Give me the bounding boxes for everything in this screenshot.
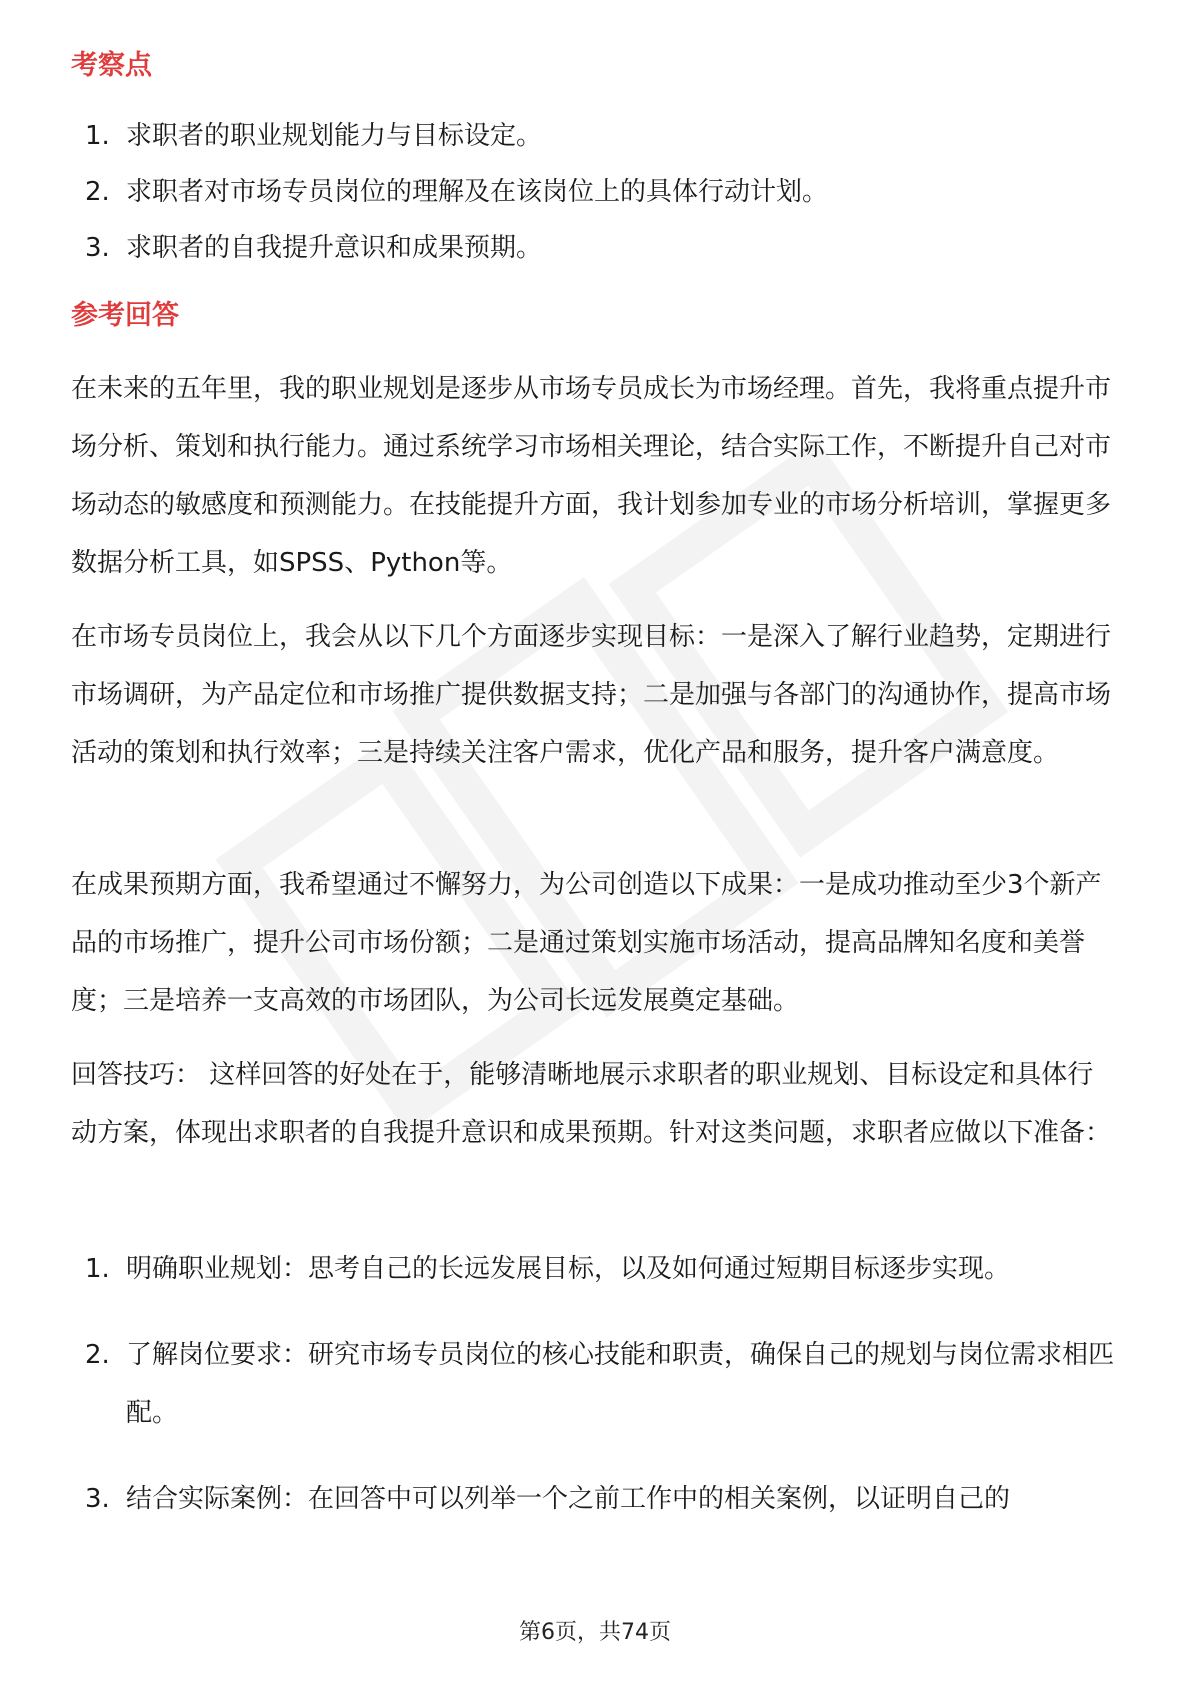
page-number: 第6页，共74页 bbox=[519, 1620, 671, 1645]
list-item bbox=[71, 164, 1131, 220]
list-item bbox=[71, 108, 1131, 164]
list-item bbox=[71, 1326, 1126, 1442]
list-number: 3. bbox=[85, 1484, 110, 1514]
list-text: 了解岗位要求：研究市场专员岗位的核心技能和职责，确保自己的规划与岗位需求相匹配。 bbox=[126, 1340, 1115, 1428]
list-text: 求职者的自我提升意识和成果预期。 bbox=[126, 233, 543, 263]
list-text: 求职者对市场专员岗位的理解及在该岗位上的具体行动计划。 bbox=[126, 177, 829, 207]
section-title-points: 考察点 bbox=[71, 50, 152, 81]
answer-paragraph-1: 在未来的五年里，我的职业规划是逐步从市场专员成长为市场经理。首先，我将重点提升市场分析、策划和执行能力。通过系统学习市场相关理论，结合实际工作，不断提升自己对市场动态的敏感度和预测能力。在技能提升方面，我计划参加专业的市场分析培训，掌握更多数据分析工具，如SPSS、Python等。 bbox=[71, 374, 1112, 578]
list-text: 明确职业规划：思考自己的长远发展目标，以及如何通过短期目标逐步实现。 bbox=[126, 1254, 1011, 1284]
list-text: 结合实际案例：在回答中可以列举一个之前工作中的相关案例，以证明自己的 bbox=[126, 1484, 1011, 1514]
list-number: 1. bbox=[85, 121, 110, 151]
answer-paragraph-2: 在市场专员岗位上，我会从以下几个方面逐步实现目标：一是深入了解行业趋势，定期进行市场调研，为产品定位和市场推广提供数据支持；二是加强与各部门的沟通协作，提高市场活动的策划和执行效率；三是持续关注客户需求，优化产品和服务，提升客户满意度。 bbox=[71, 622, 1112, 768]
list-number: 3. bbox=[85, 233, 110, 263]
list-number: 1. bbox=[85, 1254, 110, 1284]
list-number: 2. bbox=[85, 1340, 110, 1370]
tips-list bbox=[71, 1240, 1131, 1556]
list-item bbox=[71, 1240, 1126, 1298]
list-item bbox=[71, 220, 1131, 276]
points-list bbox=[71, 108, 1131, 276]
answer-paragraph-3: 在成果预期方面，我希望通过不懈努力，为公司创造以下成果：一是成功推动至少3个新产品的市场推广，提升公司市场份额；二是通过策划实施市场活动，提高品牌知名度和美誉度；三是培养一支高效的市场团队，为公司长远发展奠定基础。 bbox=[71, 870, 1102, 1016]
section-title-answer: 参考回答 bbox=[71, 300, 179, 331]
answer-tips-intro: 回答技巧： 这样回答的好处在于，能够清晰地展示求职者的职业规划、目标设定和具体行动方案，体现出求职者的自我提升意识和成果预期。针对这类问题，求职者应做以下准备： bbox=[71, 1060, 1112, 1148]
list-item bbox=[71, 1470, 1126, 1528]
list-text: 求职者的职业规划能力与目标设定。 bbox=[126, 121, 543, 151]
list-number: 2. bbox=[85, 177, 110, 207]
